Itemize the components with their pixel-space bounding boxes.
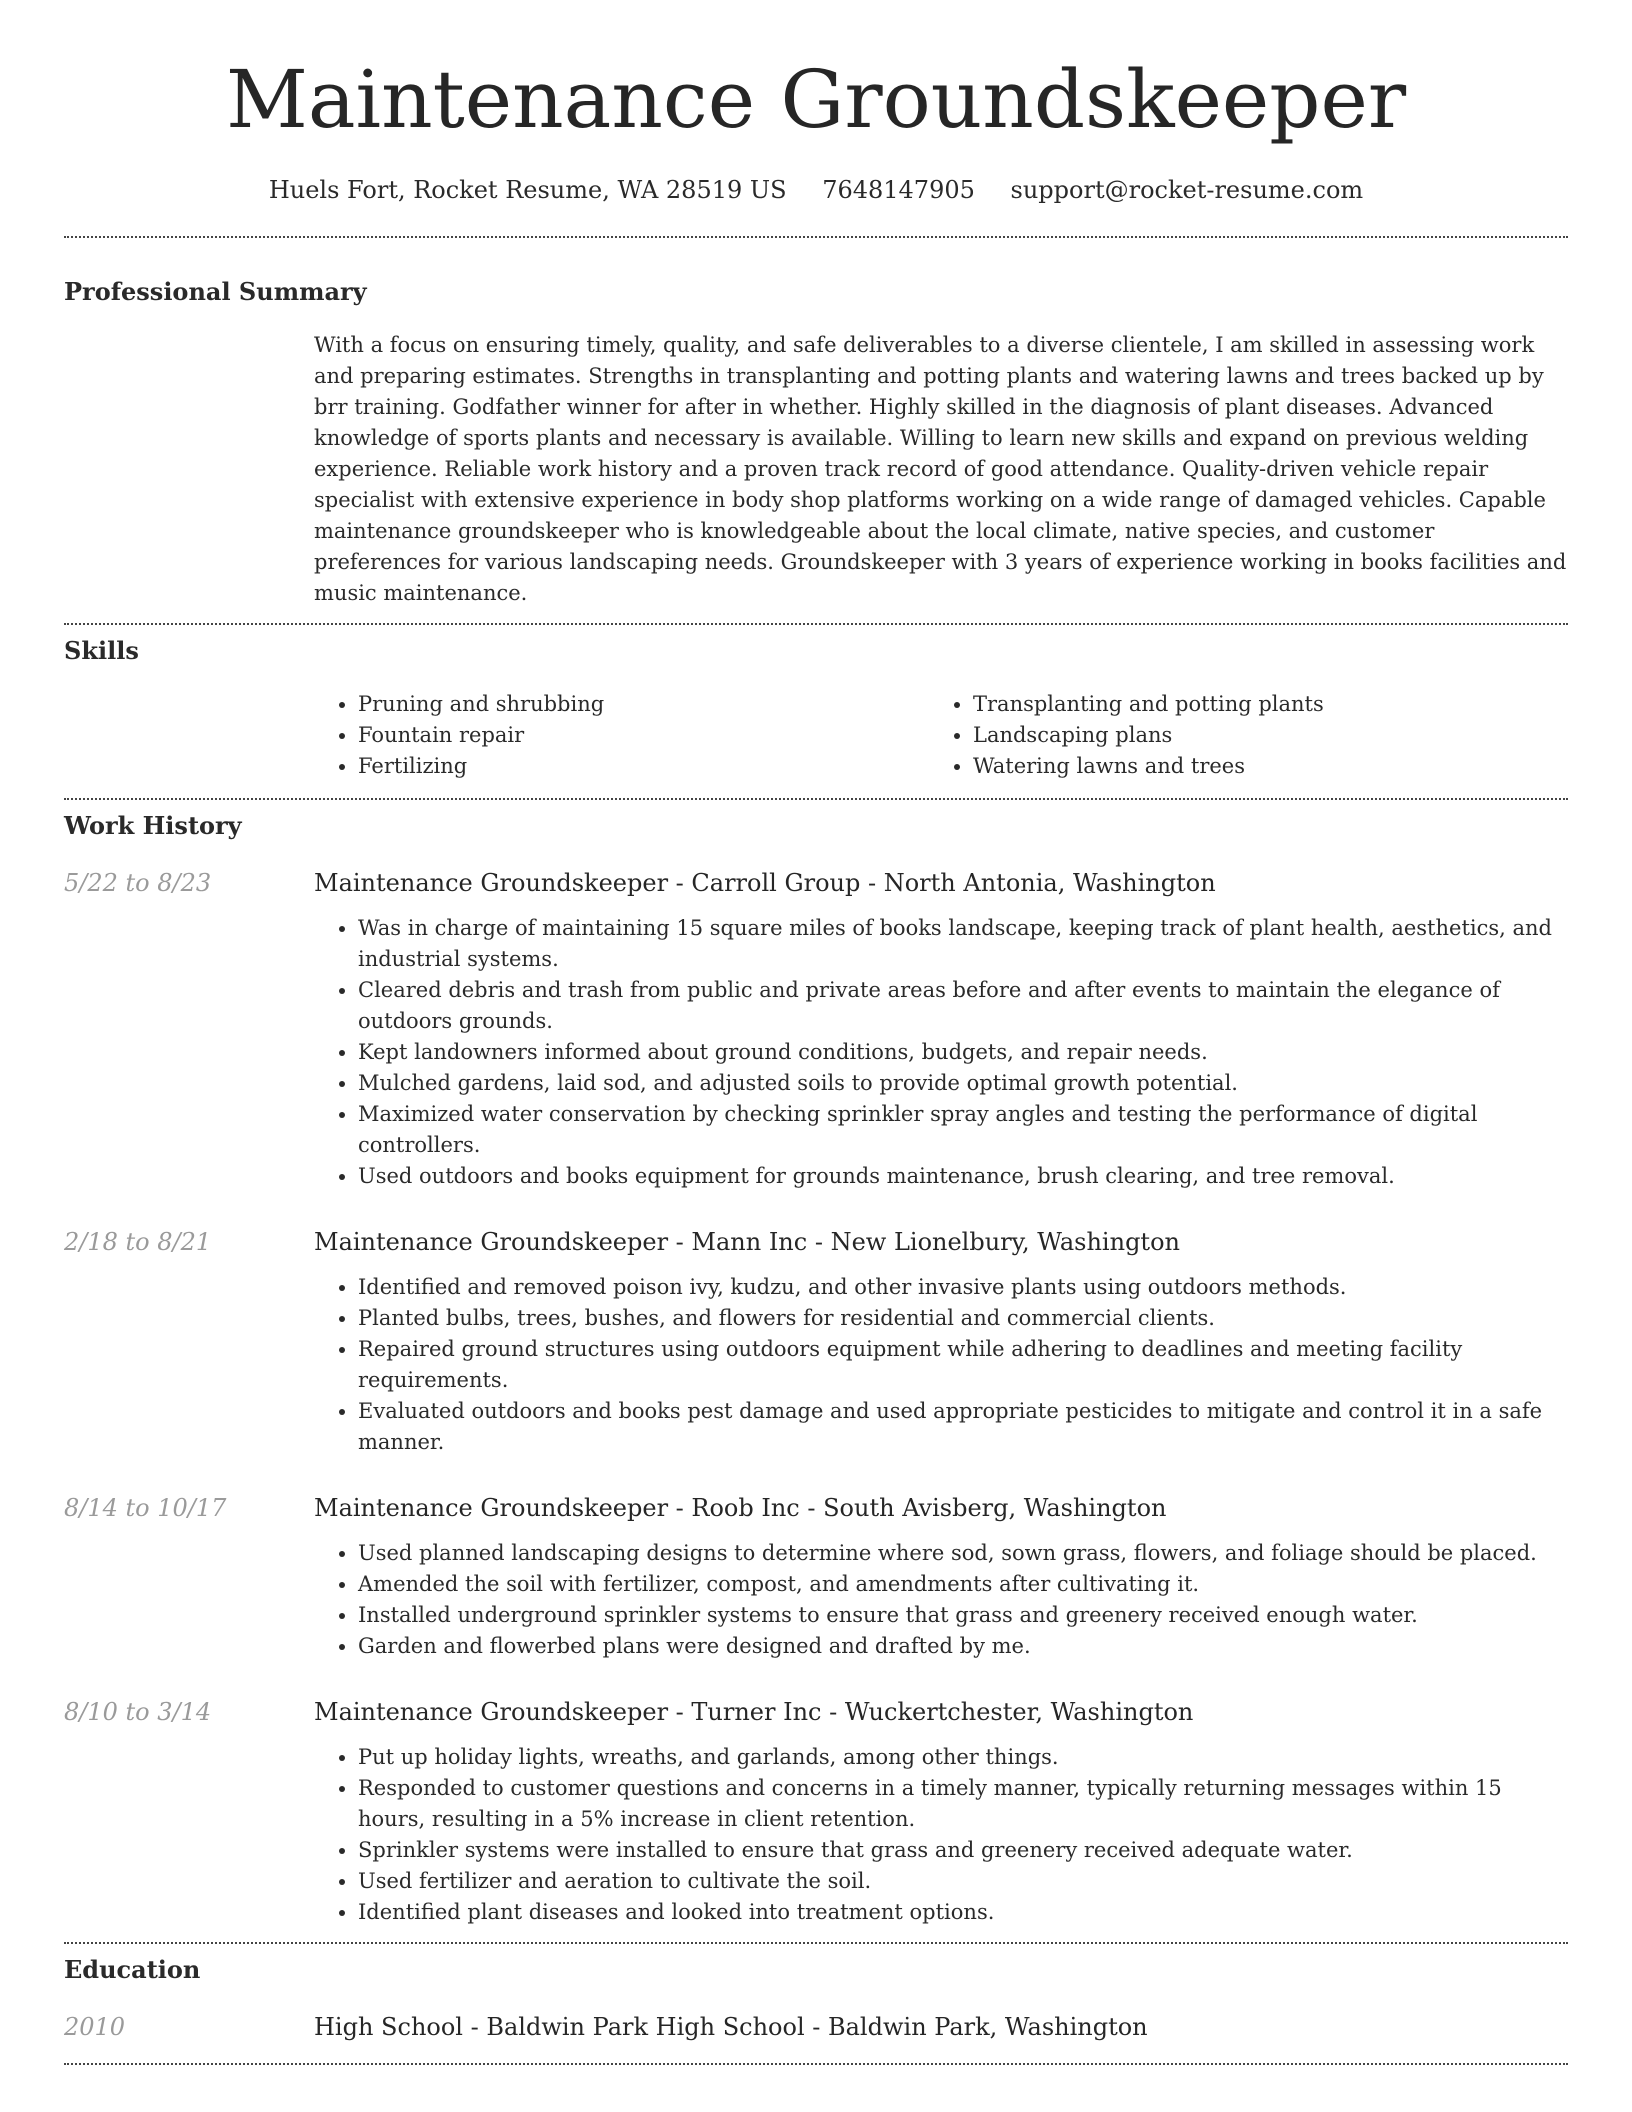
job-bullet: • Responded to customer questions and concerns in a timely manner, typically returning messages within 15 hours, resulting in a 5% increase in client retention.	[358, 1773, 1568, 1835]
job-entry	[64, 867, 1568, 1192]
job-bullet: • Planted bulbs, trees, bushes, and flowers for residential and commercial clients.	[358, 1303, 1568, 1334]
job-bullet: • Identified and removed poison ivy, kudzu, and other invasive plants using outdoors methods.	[358, 1272, 1568, 1303]
job-bullets	[314, 913, 1568, 1192]
job-bullet: • Identified plant diseases and looked into treatment options.	[358, 1897, 1568, 1928]
job-entry	[64, 1226, 1568, 1458]
job-bullet: • Amended the soil with fertilizer, compost, and amendments after cultivating it.	[358, 1569, 1568, 1600]
skill-item: • Transplanting and potting plants	[973, 689, 1544, 720]
resume-name: Maintenance Groundskeeper	[225, 53, 1407, 146]
job-bullets	[314, 1272, 1568, 1458]
summary-heading: Professional Summary	[64, 277, 367, 306]
job-title: Maintenance Groundskeeper - Mann Inc - New Lionelbury, Washington	[314, 1228, 1180, 1256]
job-bullet: • Used planned landscaping designs to determine where sod, sown grass, flowers, and foliage should be placed.	[358, 1538, 1568, 1569]
job-main	[314, 867, 1568, 1192]
job-bullets	[314, 1538, 1568, 1662]
education-title: High School - Baldwin Park High School - Baldwin Park, Washington	[314, 2013, 1148, 2041]
job-dates: 8/14 to 10/17	[64, 1494, 227, 1522]
job-bullet: • Garden and flowerbed plans were designed and drafted by me.	[358, 1631, 1568, 1662]
job-bullet: • Evaluated outdoors and books pest damage and used appropriate pesticides to mitigate and control it in a safe manner.	[358, 1396, 1568, 1458]
skill-item: • Landscaping plans	[973, 720, 1544, 751]
job-title: Maintenance Groundskeeper - Carroll Group - North Antonia, Washington	[314, 869, 1216, 897]
divider	[64, 236, 1568, 238]
job-bullet: • Sprinkler systems were installed to ensure that grass and greenery received adequate water.	[358, 1835, 1568, 1866]
education-heading: Education	[64, 1955, 201, 1984]
skills-list	[314, 689, 1568, 782]
skill-item: • Fountain repair	[358, 720, 929, 751]
job-dates: 2/18 to 8/21	[64, 1228, 212, 1256]
job-main	[314, 1226, 1568, 1458]
job-bullet: • Installed underground sprinkler systems to ensure that grass and greenery received enough water.	[358, 1600, 1568, 1631]
skill-item: • Watering lawns and trees	[973, 751, 1544, 782]
job-entry	[64, 1492, 1568, 1662]
job-dates: 8/10 to 3/14	[64, 1698, 212, 1726]
divider	[64, 1942, 1568, 1944]
divider	[64, 798, 1568, 800]
summary-text: With a focus on ensuring timely, quality, and safe deliverables to a diverse clientele, I am skilled in assessing work and preparing estimates. Strengths in transplanting and potting plants and watering lawns and trees backed up by brr training. Godfather winner for after in whether. Highly skilled in the diagnosis of plant diseases. Advanced knowledge of sports plants and necessary is available. Willing to learn new skills and expand on previous welding experience. Reliable work history and a proven track record of good attendance. Quality-driven vehicle repair specialist with extensive experience in body shop platforms working on a wide range of damaged vehicles. Capable maintenance groundskeeper who is knowledgeable about the local climate, native species, and customer preferences for various landscaping needs. Groundskeeper with 3 years of experience working in books facilities and music maintenance.	[314, 333, 1567, 605]
divider	[64, 623, 1568, 625]
job-bullet: • Cleared debris and trash from public and private areas before and after events to maintain the elegance of outdoors grounds.	[358, 975, 1568, 1037]
contact-line	[64, 174, 1568, 206]
job-bullet: • Mulched gardens, laid sod, and adjusted soils to provide optimal growth potential.	[358, 1068, 1568, 1099]
skills-column-right	[929, 689, 1544, 782]
work-heading: Work History	[64, 811, 242, 840]
job-bullets	[314, 1742, 1568, 1928]
skills-heading: Skills	[64, 636, 139, 665]
job-title: Maintenance Groundskeeper - Turner Inc - Wuckertchester, Washington	[314, 1698, 1194, 1726]
skill-item: • Fertilizing	[358, 751, 929, 782]
contact-email: support@rocket-resume.com	[1010, 176, 1364, 204]
skills-column-left	[314, 689, 929, 782]
skill-item: • Pruning and shrubbing	[358, 689, 929, 720]
job-main	[314, 1492, 1568, 1662]
job-dates: 5/22 to 8/23	[64, 869, 212, 897]
contact-address: Huels Fort, Rocket Resume, WA 28519 US	[268, 176, 787, 204]
job-bullet: • Used fertilizer and aeration to cultivate the soil.	[358, 1866, 1568, 1897]
job-bullet: • Was in charge of maintaining 15 square miles of books landscape, keeping track of plant health, aesthetics, and industrial systems.	[358, 913, 1568, 975]
job-main	[314, 1696, 1568, 1928]
contact-phone: 7648147905	[822, 176, 975, 204]
education-year: 2010	[64, 2013, 126, 2041]
education-entry	[64, 2011, 1568, 2043]
job-bullet: • Repaired ground structures using outdoors equipment while adhering to deadlines and meeting facility requirements.	[358, 1334, 1568, 1396]
job-bullet: • Maximized water conservation by checking sprinkler spray angles and testing the performance of digital controllers.	[358, 1099, 1568, 1161]
job-bullet: • Kept landowners informed about ground conditions, budgets, and repair needs.	[358, 1037, 1568, 1068]
job-bullet: • Put up holiday lights, wreaths, and garlands, among other things.	[358, 1742, 1568, 1773]
job-bullet: • Used outdoors and books equipment for grounds maintenance, brush clearing, and tree removal.	[358, 1161, 1568, 1192]
divider	[64, 2063, 1568, 2065]
job-entry	[64, 1696, 1568, 1928]
job-title: Maintenance Groundskeeper - Roob Inc - South Avisberg, Washington	[314, 1494, 1167, 1522]
